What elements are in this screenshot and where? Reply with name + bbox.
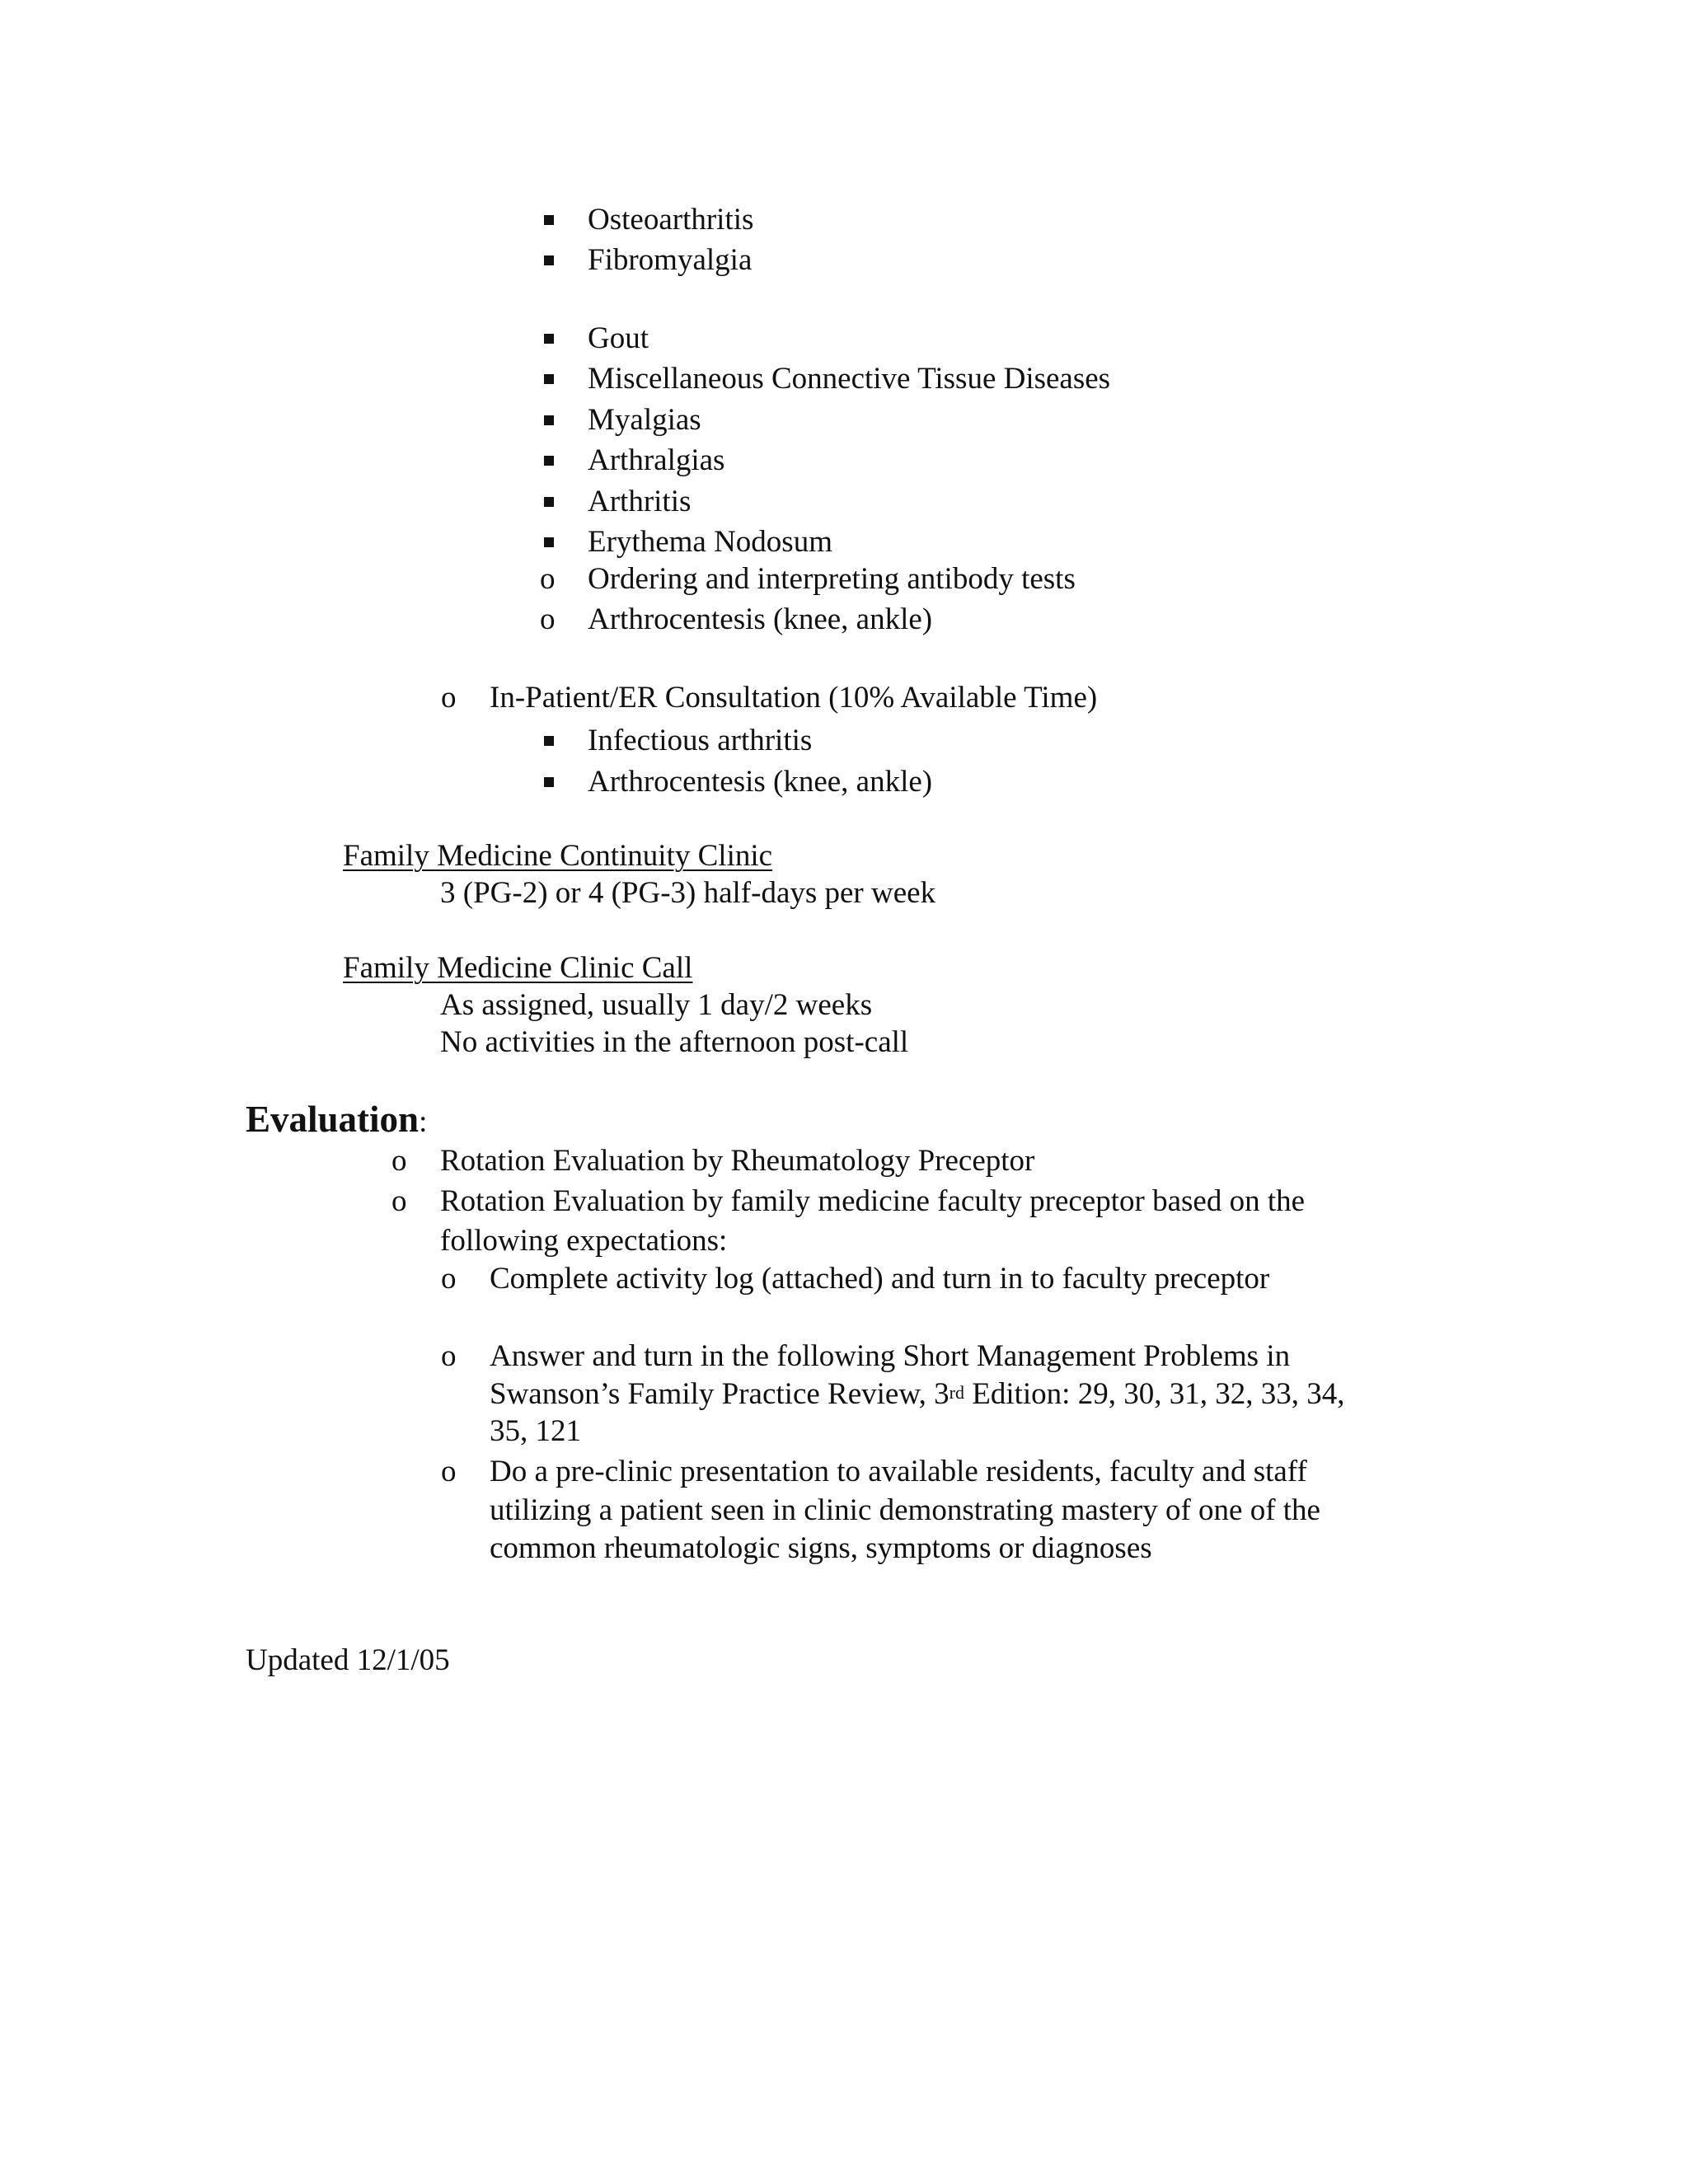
circle-bullet-icon: o: [441, 1339, 457, 1373]
circle-bullet-icon: o: [441, 1455, 457, 1488]
list-item: Rotation Evaluation by Rheumatology Preceptor: [440, 1144, 1035, 1178]
square-bullet-icon: [544, 442, 554, 480]
list-item-continuation: [490, 1376, 1344, 1413]
circle-bullet-icon: o: [392, 1144, 407, 1178]
list-item: Osteoarthritis: [588, 203, 754, 237]
circle-bullet-icon: o: [540, 602, 556, 636]
list-item-continuation: following expectations:: [440, 1224, 728, 1258]
list-item: Myalgias: [588, 403, 701, 437]
list-item: Do a pre-clinic presentation to available residents, faculty and staff: [490, 1455, 1307, 1488]
list-item: Arthrocentesis (knee, ankle): [588, 765, 933, 799]
text-segment: Edition: 29, 30, 31, 32, 33, 34,: [964, 1377, 1345, 1411]
circle-bullet-icon: o: [441, 681, 457, 715]
circle-bullet-icon: o: [441, 1262, 457, 1296]
inpatient-title: In-Patient/ER Consultation (10% Available Time): [490, 681, 1098, 715]
list-item: Infectious arthritis: [588, 724, 813, 757]
square-bullet-icon: [544, 401, 554, 439]
section-text: 3 (PG-2) or 4 (PG-3) half-days per week: [440, 876, 936, 910]
superscript: rd: [949, 1382, 964, 1403]
list-item-continuation: 35, 121: [490, 1414, 581, 1448]
square-bullet-icon: [544, 201, 554, 239]
list-item: Answer and turn in the following Short Management Problems in: [490, 1339, 1291, 1373]
list-item-continuation: utilizing a patient seen in clinic demonstrating mastery of one of the: [490, 1493, 1320, 1527]
square-bullet-icon: [544, 722, 554, 760]
square-bullet-icon: [544, 523, 554, 561]
list-item: Erythema Nodosum: [588, 525, 832, 559]
section-heading: Family Medicine Continuity Clinic: [343, 839, 773, 873]
list-item: Arthrocentesis (knee, ankle): [588, 602, 933, 636]
circle-bullet-icon: o: [540, 562, 556, 596]
list-item: Miscellaneous Connective Tissue Diseases: [588, 362, 1111, 396]
list-item: Gout: [588, 321, 649, 355]
list-item: Arthritis: [588, 485, 692, 518]
circle-bullet-icon: o: [392, 1184, 407, 1218]
square-bullet-icon: [544, 483, 554, 521]
square-bullet-icon: [544, 763, 554, 801]
list-item: Fibromyalgia: [588, 243, 753, 277]
square-bullet-icon: [544, 320, 554, 358]
updated-date: Updated 12/1/05: [246, 1643, 450, 1677]
evaluation-heading-colon: :: [419, 1105, 428, 1139]
evaluation-heading: [246, 1098, 427, 1144]
square-bullet-icon: [544, 241, 554, 279]
text-segment: Swanson’s Family Practice Review, 3: [490, 1377, 950, 1411]
list-item: Arthralgias: [588, 443, 725, 477]
evaluation-heading-text: Evaluation: [246, 1099, 420, 1140]
list-item-continuation: common rheumatologic signs, symptoms or diagnoses: [490, 1531, 1152, 1565]
section-heading: Family Medicine Clinic Call: [343, 951, 693, 985]
section-text: As assigned, usually 1 day/2 weeks: [440, 988, 873, 1022]
square-bullet-icon: [544, 360, 554, 398]
list-item: Complete activity log (attached) and turn in to faculty preceptor: [490, 1262, 1270, 1296]
list-item: Rotation Evaluation by family medicine faculty preceptor based on the: [440, 1184, 1306, 1218]
section-text: No activities in the afternoon post-call: [440, 1025, 909, 1059]
list-item: Ordering and interpreting antibody tests: [588, 562, 1076, 596]
